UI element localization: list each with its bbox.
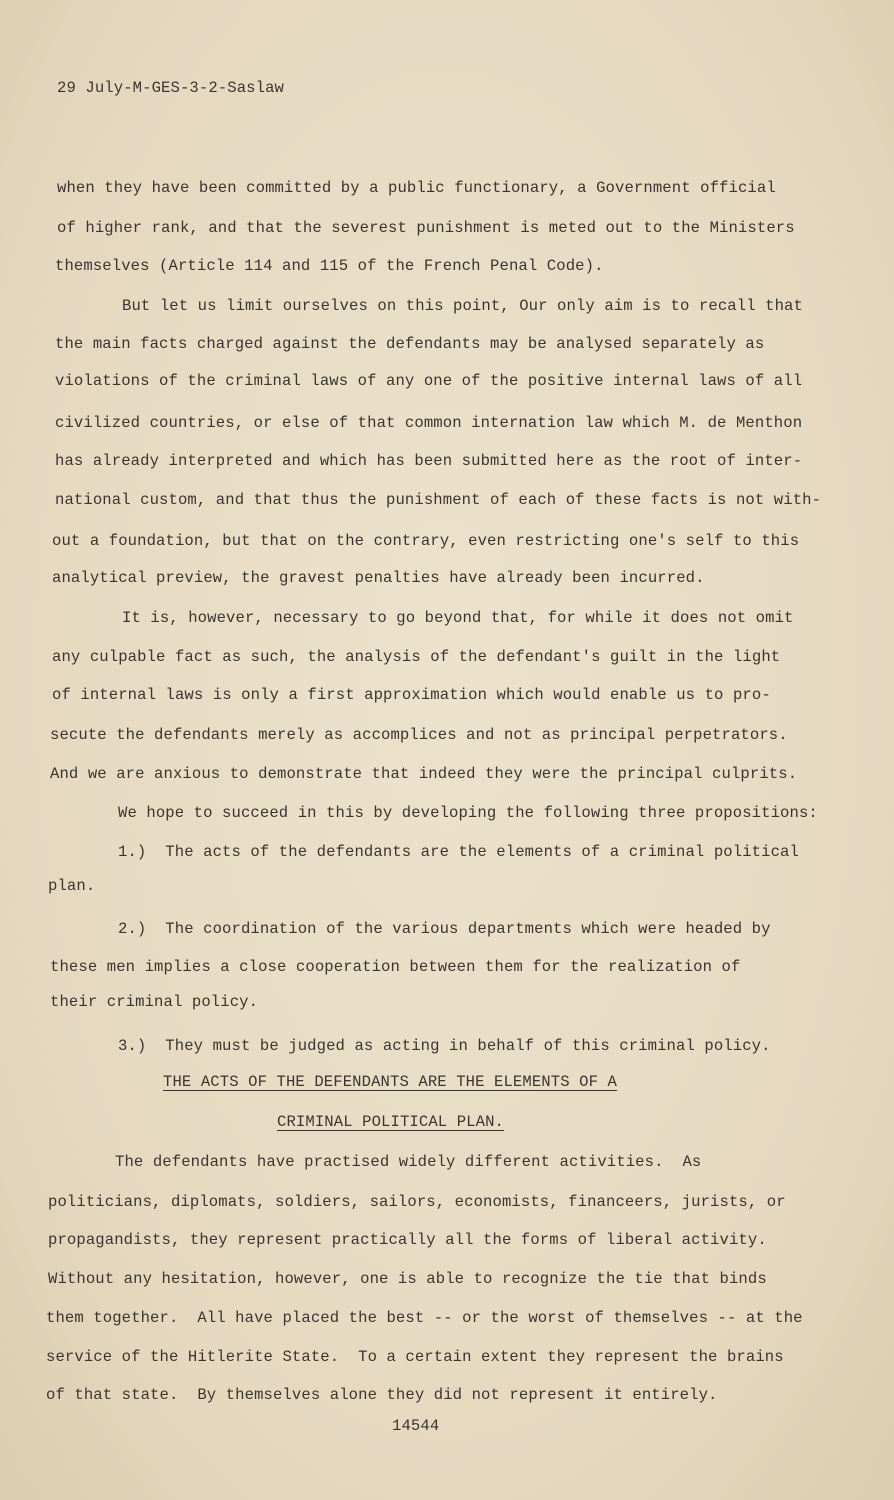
text-line: the main facts charged against the defendants may be analysed separately as — [55, 335, 765, 353]
text-line: any culpable fact as such, the analysis of the defendant's guilt in the light — [52, 648, 781, 666]
text-line: propagandists, they represent practically all the forms of liberal activity. — [48, 1231, 767, 1249]
text-line: 1.) The acts of the defendants are the elements of a criminal political — [118, 843, 799, 861]
text-line: We hope to succeed in this by developing the following three propositions: — [118, 804, 818, 822]
text-line: Without any hesitation, however, one is able to recognize the tie that binds — [48, 1270, 767, 1288]
text-line: these men implies a close cooperation between them for the realization of — [50, 958, 741, 976]
text-line: themselves (Article 114 and 115 of the French Penal Code). — [55, 257, 604, 275]
text-line: of that state. By themselves alone they did not represent it entirely. — [46, 1386, 718, 1404]
text-line: has already interpreted and which has been submitted here as the root of inter- — [55, 452, 803, 470]
text-line: secute the defendants merely as accomplices and not as principal perpetrators. — [50, 726, 788, 744]
document-header: 29 July-M-GES-3-2-Saslaw — [57, 79, 284, 97]
text-line: 2.) The coordination of the various departments which were headed by — [118, 920, 771, 938]
text-line: analytical preview, the gravest penalties have already been incurred. — [52, 569, 705, 587]
text-line: violations of the criminal laws of any one of the positive internal laws of all — [55, 372, 803, 390]
text-line: of internal laws is only a first approximation which would enable us to pro- — [52, 686, 771, 704]
text-line: 3.) They must be judged as acting in behalf of this criminal policy. — [118, 1037, 771, 1055]
text-line: It is, however, necessary to go beyond that, for while it does not omit — [122, 609, 794, 627]
section-heading: THE ACTS OF THE DEFENDANTS ARE THE ELEMENTS OF A — [163, 1073, 617, 1091]
text-line: them together. All have placed the best -- or the worst of themselves -- at the — [46, 1309, 803, 1327]
text-line: of higher rank, and that the severest punishment is meted out to the Ministers — [57, 219, 795, 237]
section-heading: CRIMINAL POLITICAL PLAN. — [277, 1113, 504, 1131]
page-number: 14544 — [392, 1417, 440, 1435]
text-line: politicians, diplomats, soldiers, sailors, economists, financeers, jurists, or — [48, 1193, 786, 1211]
text-line: national custom, and that thus the punishment of each of these facts is not with- — [55, 491, 822, 509]
text-line: civilized countries, or else of that common internation law which M. de Menthon — [55, 414, 803, 432]
text-line: their criminal policy. — [50, 993, 259, 1011]
text-line: plan. — [48, 877, 96, 895]
text-line: The defendants have practised widely different activities. As — [115, 1153, 702, 1171]
text-line: when they have been committed by a public functionary, a Government official — [57, 179, 776, 197]
text-line: And we are anxious to demonstrate that indeed they were the principal culprits. — [50, 765, 798, 783]
text-line: But let us limit ourselves on this point, Our only aim is to recall that — [122, 297, 803, 315]
text-line: out a foundation, but that on the contrary, even restricting one's self to this — [52, 532, 800, 550]
text-line: service of the Hitlerite State. To a certain extent they represent the brains — [46, 1348, 784, 1366]
